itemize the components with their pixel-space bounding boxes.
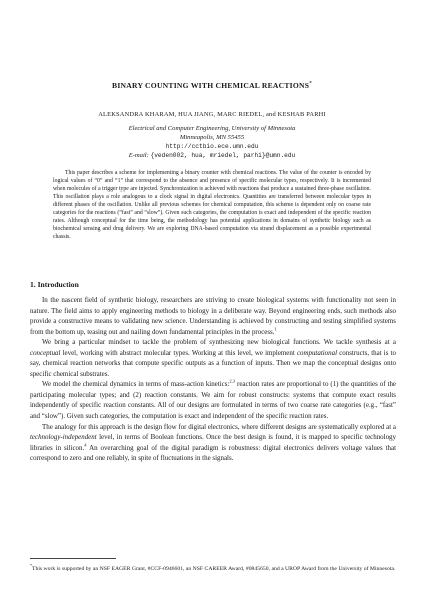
author-list: ALEKSANDRA KHARAM, HUA JIANG, MARC RIEDEL, and KESHAB PARHI xyxy=(98,111,326,118)
paragraph-3: We model the chemical dynamics in terms of mass-action kinetics:$^{2,3}$ reaction rates are proportional to (1) the quantities of the participating molecular types; and (2) reaction constants. We aim for robust constructs: systems that compute exact results independently of specific reaction constants. All of our designs are formulated in terms of two coarse rate categories (e.g., “fast” and “slow”). Given such categories, the computation is exact and independent of the specific reaction rates. xyxy=(30,379,396,421)
body-text xyxy=(30,295,396,464)
email-addresses[interactable]: {veden002, hua, mriedel, parhi}@umn.edu xyxy=(150,152,296,159)
affiliation-city: Minneapolis, MN 55455 xyxy=(179,134,245,141)
citation-ref: 4 xyxy=(84,442,87,448)
paragraph-1: In the nascent field of synthetic biology, researchers are striving to create biological systems with functionality not seen in nature. The field aims to apply engineering methods to biology in a deliberate way. Beyond engineering ends, such methods also provide a constructive means to validating new science. Understanding is achieved by constructing and testing simplified systems from the bottom up, teasing out and nailing down fundamental principles in the process.$^1$ xyxy=(30,296,396,336)
paragraph-2: We bring a particular mindset to tackle the problem of synthesizing new biological functions. We tackle synthesis at a conceptual level, working with abstract molecular types. Working at this level, we implement computational constructs, that is to say, chemical reaction networks that compute specific outputs as a function of inputs. Then we map the conceptual designs onto specific chemical substrates. xyxy=(30,338,396,378)
footnote-divider xyxy=(30,558,116,559)
affiliation-department: Electrical and Computer Engineering, University of Minnesota xyxy=(128,125,296,132)
affiliation-email: E-mail: {veden002, hua, mriedel, parhi}@umn.edu xyxy=(128,152,296,159)
footnote: *This work is supported by an NSF EAGER Grant, #CCF-0946601, an NSF CAREER Award, #0845650, and a UROP Award from the University of Minnesota. xyxy=(30,563,396,572)
paper-title: BINARY COUNTING WITH CHEMICAL REACTIONS* xyxy=(112,81,312,90)
section-heading: 1. Introduction xyxy=(30,280,79,289)
paragraph-4: The analogy for this approach is the design flow for digital electronics, where different designs are systematically explored at a technology-independent level, in terms of Boolean functions. Once the best design is found, it is mapped to specific technology libraries in silicon.$^4$ An overarching goal of the digital paradigm is robustness: digital electronics delivers voltage values that correspond to zero and one reliably, in spite of fluctuations in the signals. xyxy=(30,422,396,463)
affiliation-url[interactable]: http://cctbio.ece.umn.edu xyxy=(165,143,259,150)
citation-ref: 2,3 xyxy=(229,379,236,385)
title-footnote-mark: * xyxy=(309,81,312,87)
citation-ref: 1 xyxy=(274,326,277,332)
abstract: This paper describes a scheme for implementing a binary counter with chemical reactions. The value of the counter is encoded by logical values of “0” and “1” that correspond to the absence and presence of specific molecular types, respectively. It is incremented when molecules of a trigger type are injected. Synchronization is achieved with reactions that produce a sustained three-phase oscillation. This oscillation plays a role analogous to a clock signal in digital electronics. Quantities are transferred between molecular types in different phases of the oscillation. Unlike all previous schemes for chemical computation, this scheme is dependent only on coarse rate categories for the reactions (“fast” and “slow”). Given such categories, the computation is exact and independent of the specific reaction rates. Although conceptual for the time being, the methodology has potential applications in domains of synthetic biology such as biochemical sensing and drug delivery. We are exploring DNA-based computation via strand displacement as a possible experimental chassis. xyxy=(53,170,371,241)
